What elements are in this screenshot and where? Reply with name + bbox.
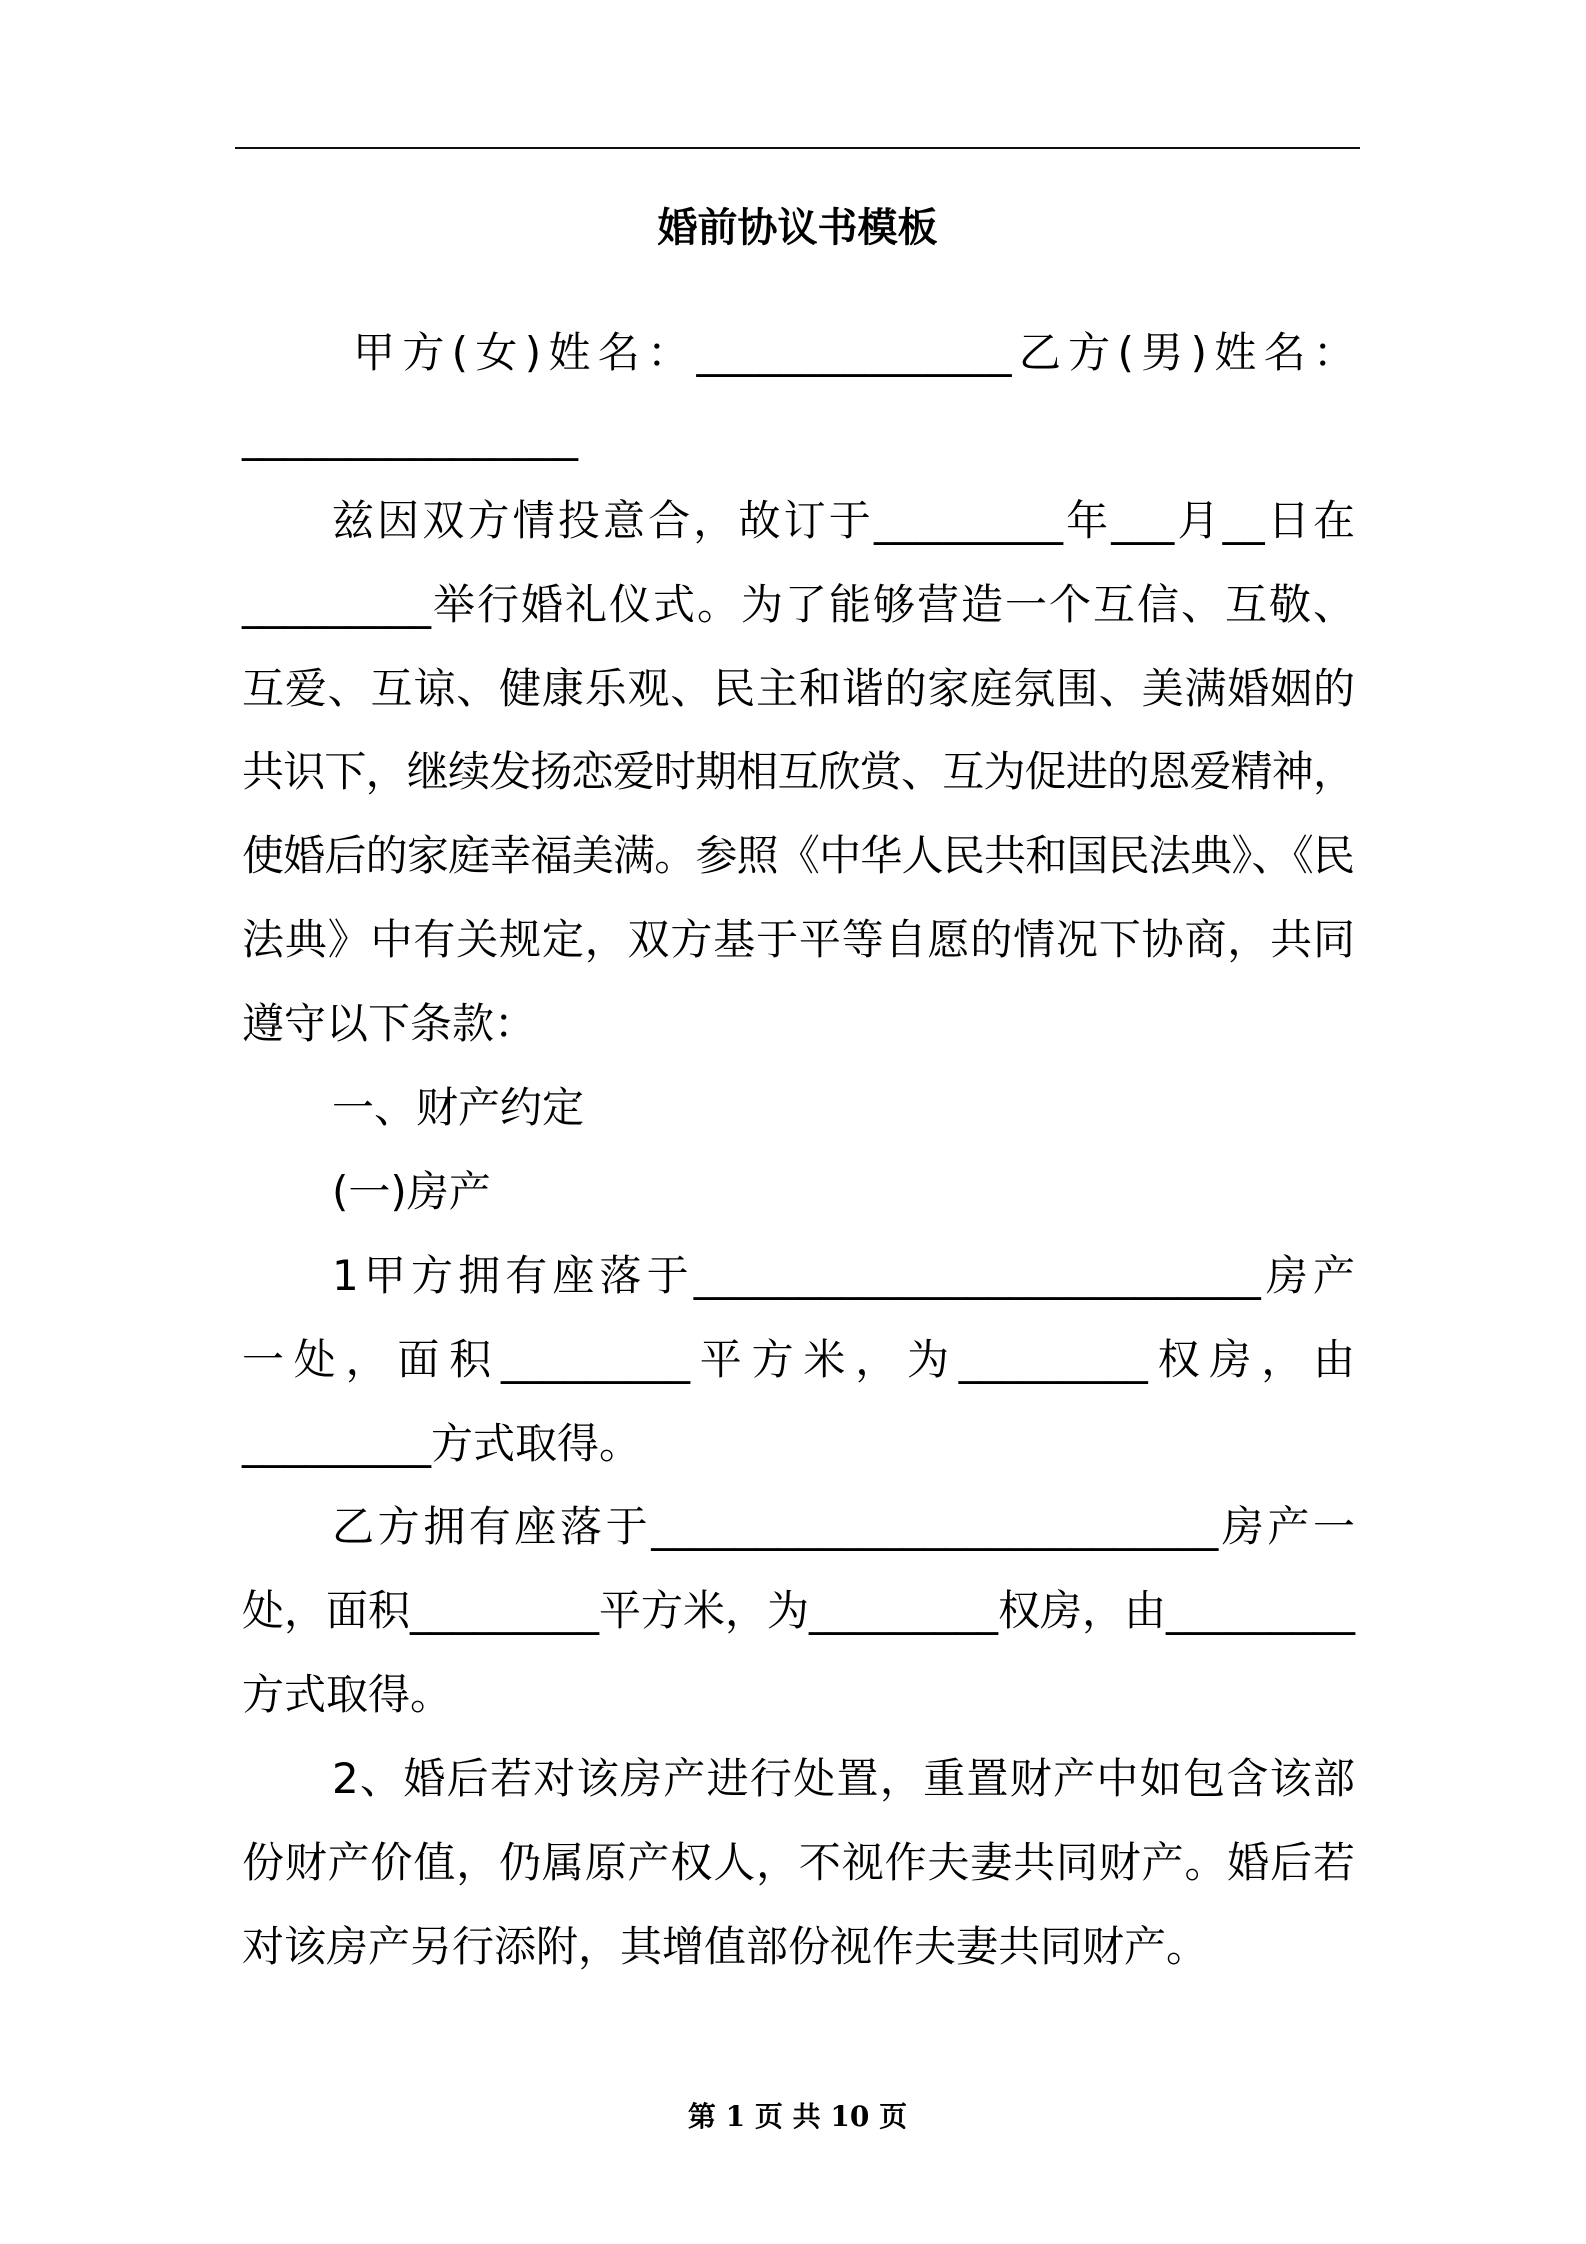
preamble-line-7: 遵守以下条款： xyxy=(242,999,537,1049)
fill-in-blank: __ xyxy=(1222,495,1265,545)
fill-in-blank: ___________________________ xyxy=(651,1502,1219,1552)
text-run: 乙方(男)姓名： xyxy=(1018,328,1363,377)
clause-1-party-a-line-3: _________方式取得。 xyxy=(242,1418,642,1468)
text-run: 日在 xyxy=(1267,495,1359,545)
text-run: 法典》中有关规定，双方基于平等自愿的情况下协商，共同 xyxy=(242,915,1356,965)
fill-in-blank: ___ xyxy=(1111,495,1175,545)
text-run: 平方米，为 xyxy=(599,1586,809,1636)
text-run: 互爱、互谅、健康乐观、民主和谐的家庭氛围、美满婚姻的 xyxy=(242,663,1356,713)
clause-2-line-1 xyxy=(332,1737,1355,1821)
clause-1-party-a xyxy=(0,1234,1586,1486)
clause-1-party-b-line-1 xyxy=(332,1485,1359,1569)
text-run: 共识下，继续发扬恋爱时期相互欣赏、互为促进的恩爱精神， xyxy=(242,747,1355,797)
text-run: 兹因双方情投意合，故订于 xyxy=(332,495,874,545)
parties-paragraph xyxy=(0,311,1586,479)
clause-2 xyxy=(0,1737,1586,1989)
fill-in-blank: _________ xyxy=(1166,1586,1355,1636)
fill-in-blank: ___________________________ xyxy=(693,1250,1261,1300)
text-run: 年 xyxy=(1066,495,1112,545)
fill-in-blank: _________ xyxy=(410,1586,599,1636)
preamble-line-3 xyxy=(242,647,1355,731)
preamble-line-1 xyxy=(332,479,1359,563)
text-run: 权房，由 xyxy=(1157,1334,1365,1384)
clause-1-party-b xyxy=(0,1485,1586,1737)
text-run: 平方米，为 xyxy=(699,1334,959,1384)
document-title: 婚前协议书模板 xyxy=(657,205,938,251)
preamble-paragraph xyxy=(0,479,1586,1066)
clause-2-line-2 xyxy=(242,1821,1355,1905)
parties-line-1 xyxy=(353,311,1363,395)
clause-1-party-b-line-2 xyxy=(242,1569,1355,1653)
clause-1-party-a-line-1 xyxy=(332,1234,1361,1318)
text-run: 月 xyxy=(1177,495,1223,545)
section-heading xyxy=(0,1066,1586,1150)
fill-in-blank: _________ xyxy=(958,1334,1148,1384)
preamble-line-6 xyxy=(242,898,1355,982)
section-1-heading: 一、财产约定 xyxy=(332,1083,585,1133)
text-run: 举行婚礼仪式。为了能够营造一个互信、互敬、 xyxy=(432,579,1357,629)
text-run: 使婚后的家庭幸福美满。参照《中华人民共和国民法典》、《民 xyxy=(242,831,1355,881)
document-body xyxy=(0,311,1586,1989)
text-run: 份财产价值，仍属原产权人，不视作夫妻共同财产。婚后若 xyxy=(242,1838,1356,1888)
text-run: 房产 xyxy=(1265,1250,1361,1300)
fill-in-blank: _________ xyxy=(242,579,431,629)
text-run: 1甲方拥有座落于 xyxy=(332,1250,694,1300)
preamble-line-4 xyxy=(242,730,1355,814)
fill-in-blank: _________ xyxy=(809,1586,998,1636)
text-run: 处，面积 xyxy=(242,1586,410,1636)
header-rule xyxy=(235,147,1360,149)
fill-in-blank: _______________ xyxy=(696,328,1012,377)
text-run: 乙方拥有座落于 xyxy=(332,1502,652,1552)
page-indicator: 第 1 页 共 10 页 xyxy=(687,2100,908,2133)
text-run: 权房，由 xyxy=(998,1586,1166,1636)
text-run: 房产一 xyxy=(1221,1502,1359,1552)
parties-line-2: ________________ xyxy=(242,411,578,461)
preamble-line-2 xyxy=(242,563,1355,647)
clause-2-line-3: 对该房产另行添附，其增值部份视作夫妻共同财产。 xyxy=(242,1921,1209,1971)
text-run: 一处，面积 xyxy=(242,1334,501,1384)
subsection-1-heading: (一)房产 xyxy=(332,1166,491,1216)
clause-1-party-b-line-3: 方式取得。 xyxy=(242,1670,453,1720)
text-run: 2、婚后若对该房产进行处置，重置财产中如包含该部 xyxy=(332,1754,1357,1804)
clause-1-party-a-line-2 xyxy=(242,1318,1365,1402)
text-run: 甲方(女)姓名： xyxy=(353,328,697,377)
subsection-heading xyxy=(0,1150,1586,1234)
preamble-line-5 xyxy=(242,814,1355,898)
fill-in-blank: _________ xyxy=(873,495,1063,545)
fill-in-blank: _________ xyxy=(501,1334,690,1384)
